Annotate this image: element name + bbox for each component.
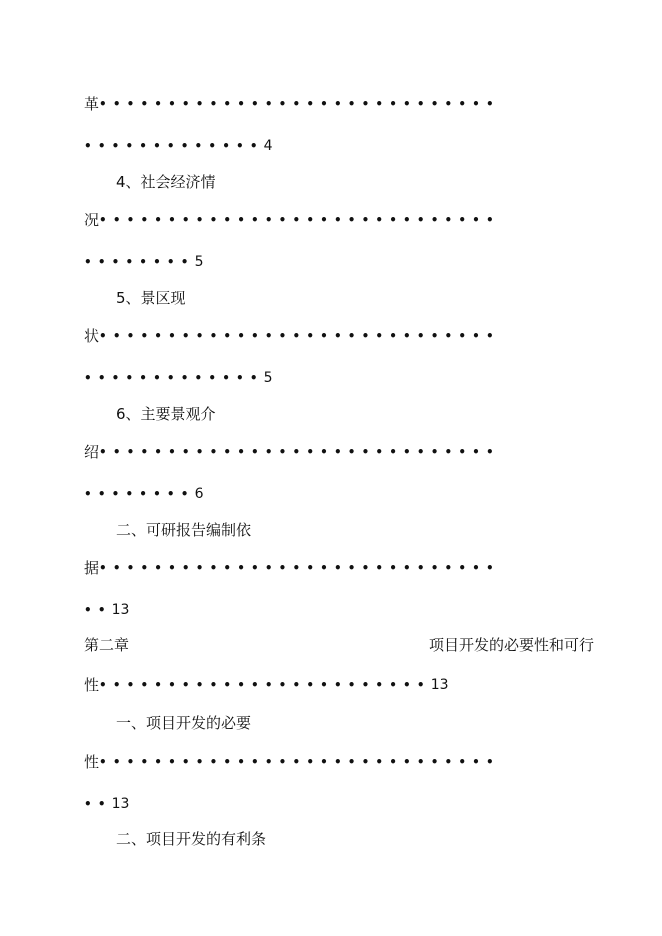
toc-line-continuation xyxy=(84,209,594,231)
toc-line-page-ref xyxy=(84,599,594,621)
toc-page-number: 13 xyxy=(111,796,130,812)
toc-line-continuation xyxy=(84,325,594,347)
toc-leader-dots: •• xyxy=(84,797,112,811)
toc-entry-heading xyxy=(116,828,626,850)
toc-leader-dots: ••••••••••••••••••••••••••••• xyxy=(99,755,500,769)
toc-leader-dots: ••••••••••••• xyxy=(84,139,264,153)
toc-entry-heading xyxy=(116,712,626,734)
toc-page-number: 13 xyxy=(111,602,130,618)
toc-leader-dots: ••••••••••••••••••••••••••••• xyxy=(99,445,500,459)
toc-entry-text: 6、主要景观介 xyxy=(116,405,216,423)
toc-entry-text: 革 xyxy=(84,95,100,113)
toc-entry-text: 况 xyxy=(84,211,100,229)
toc-entry-heading xyxy=(116,287,626,309)
toc-entry-text: 4、社会经济情 xyxy=(116,173,216,191)
toc-line-page-ref xyxy=(84,483,594,505)
toc-page-number: 5 xyxy=(263,370,273,386)
toc-leader-dots: •• xyxy=(84,603,112,617)
toc-entry-text: 一、项目开发的必要 xyxy=(116,714,252,732)
toc-leader-dots: •••••••• xyxy=(84,487,195,501)
toc-leader-dots: •••••••••••••••••••••••• xyxy=(99,678,431,692)
toc-entry-text: 性 xyxy=(84,753,100,771)
toc-page-number: 5 xyxy=(194,254,204,270)
toc-chapter-label: 第二章 xyxy=(84,636,130,654)
toc-page-number: 6 xyxy=(194,486,204,502)
toc-leader-dots: ••••••••••••••••••••••••••••• xyxy=(99,561,500,575)
toc-leader-dots: ••••••••••••• xyxy=(84,371,264,385)
toc-entry-text: 据 xyxy=(84,559,100,577)
toc-entry-text: 性 xyxy=(84,676,100,694)
toc-page-number: 4 xyxy=(263,138,273,154)
toc-line-continuation xyxy=(84,441,594,463)
toc-page-number: 13 xyxy=(430,677,449,693)
toc-line-page-ref xyxy=(84,251,594,273)
toc-entry-text: 5、景区现 xyxy=(116,289,186,307)
toc-entry-heading xyxy=(116,171,626,193)
toc-line-page-ref xyxy=(84,367,594,389)
toc-entry-heading xyxy=(116,519,626,541)
toc-entry-text: 状 xyxy=(84,327,100,345)
toc-leader-dots: ••••••••••••••••••••••••••••• xyxy=(99,97,500,111)
toc-line-continuation xyxy=(84,674,594,696)
toc-line-page-ref xyxy=(84,135,594,157)
toc-leader-dots: •••••••• xyxy=(84,255,195,269)
toc-entry-text: 二、项目开发的有利条 xyxy=(116,830,267,848)
toc-entry-text: 绍 xyxy=(84,443,100,461)
toc-entry-text: 二、可研报告编制依 xyxy=(116,521,252,539)
toc-line-page-ref xyxy=(84,793,594,815)
toc-line-continuation xyxy=(84,557,594,579)
toc-line-continuation xyxy=(84,751,594,773)
toc-leader-dots: ••••••••••••••••••••••••••••• xyxy=(99,213,500,227)
toc-chapter-heading xyxy=(84,634,594,656)
toc-leader-dots: ••••••••••••••••••••••••••••• xyxy=(99,329,500,343)
toc-chapter-title: 项目开发的必要性和可行 xyxy=(428,636,594,654)
toc-line-continuation xyxy=(84,93,594,115)
toc-entry-heading xyxy=(116,403,626,425)
